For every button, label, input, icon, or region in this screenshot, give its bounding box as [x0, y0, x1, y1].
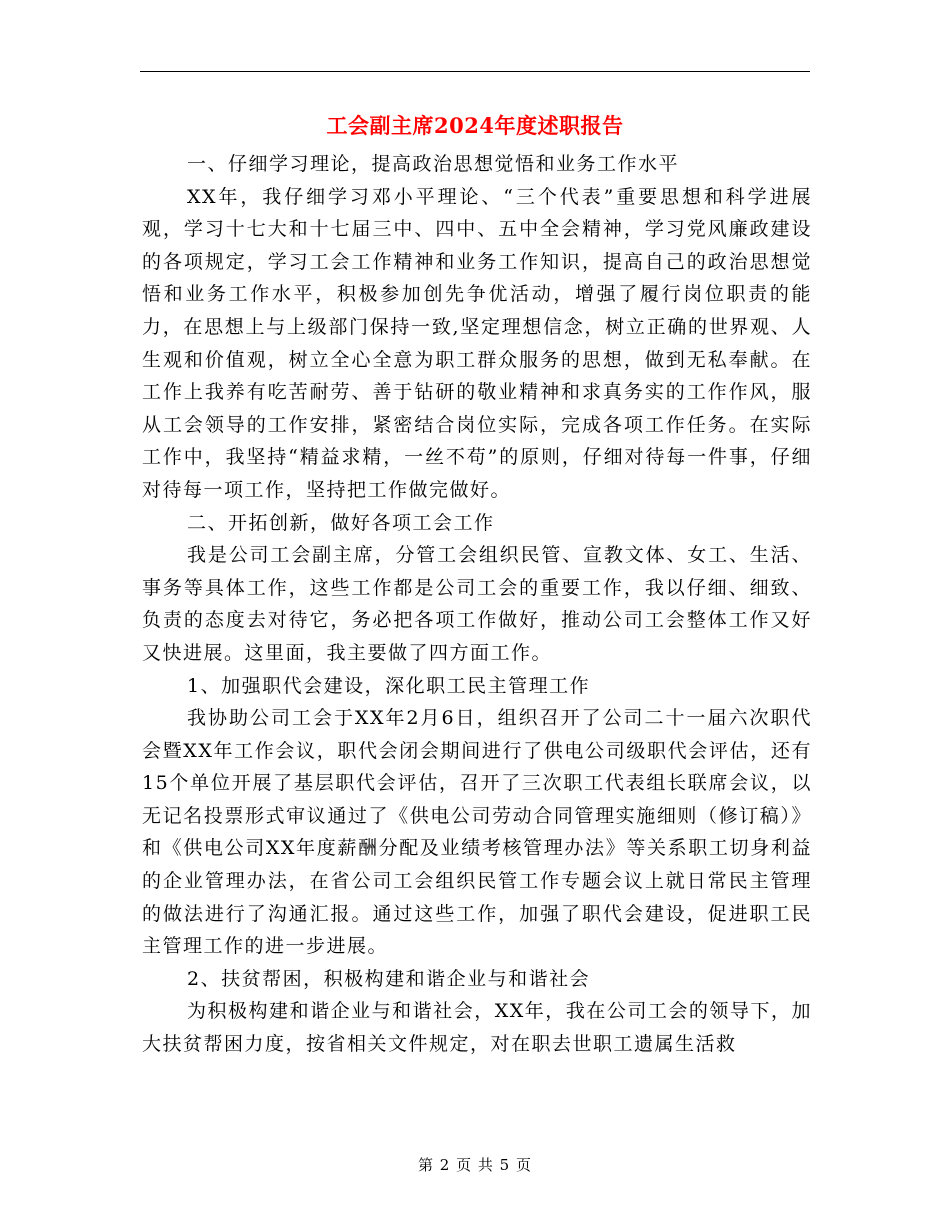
body-paragraph-3: 我协助公司工会于XX年2月6日，组织召开了公司二十一届六次职代会暨XX年工作会议，职代会闭会期间进行了供电公司级职代会评估，还有15个单位开展了基层职代会评估，召开了三次职工代表组长联席会议，以无记名投票形式审议通过了《供电公司劳动合同管理实施细则（修订稿）》和《供电公司XX年度薪酬分配及业绩考核管理办法》等关系职工切身利益的企业管理办法，在省公司工会组织民管工作专题会议上就日常民主管理的做法进行了沟通汇报。通过这些工作，加强了职代会建设，促进职工民主管理工作的进一步进展。: [142, 707, 812, 958]
page-number: 第 2 页 共 5 页: [418, 1156, 532, 1174]
subsection-heading-2: 2、扶贫帮困，积极构建和谐企业与和谐社会: [187, 967, 591, 990]
document-title: 工会副主席2024年度述职报告: [326, 113, 624, 138]
body-paragraph-4: 为积极构建和谐企业与和谐社会，XX年，我在公司工会的领导下，加大扶贫帮困力度，按省相关文件规定，对在职去世职工遗属生活救: [142, 1000, 812, 1056]
subsection-heading-1: 1、加强职代会建设，深化职工民主管理工作: [187, 674, 591, 697]
header-rule: [140, 71, 810, 72]
document-body: [142, 148, 812, 1061]
body-paragraph-1: XX年，我仔细学习邓小平理论、“三个代表”重要思想和科学进展观，学习十七大和十七届三中、四中、五中全会精神，学习党风廉政建设的各项规定，学习工会工作精神和业务工作知识，提高自己的政治思想觉悟和业务工作水平，积极参加创先争优活动，增强了履行岗位职责的能力，在思想上与上级部门保持一致,坚定理想信念，树立正确的世界观、人生观和价值观，树立全心全意为职工群众服务的思想，做到无私奉献。在工作上我养有吃苦耐劳、善于钻研的敬业精神和求真务实的工作作风，服从工会领导的工作安排，紧密结合岗位实际，完成各项工作任务。在实际工作中，我坚持“精益求精，一丝不苟”的原则，仔细对待每一件事，仔细对待每一项工作，坚持把工作做完做好。: [142, 185, 812, 501]
body-paragraph-2: 我是公司工会副主席，分管工会组织民管、宣教文体、女工、生活、事务等具体工作，这些工作都是公司工会的重要工作，我以仔细、细致、负责的态度去对待它，务必把各项工作做好，推动公司工会整体工作又好又快进展。这里面，我主要做了四方面工作。: [142, 544, 812, 664]
section-heading-1: 一、仔细学习理论，提高政治思想觉悟和业务工作水平: [187, 153, 680, 175]
section-heading-2: 二、开拓创新，做好各项工会工作: [187, 511, 495, 534]
